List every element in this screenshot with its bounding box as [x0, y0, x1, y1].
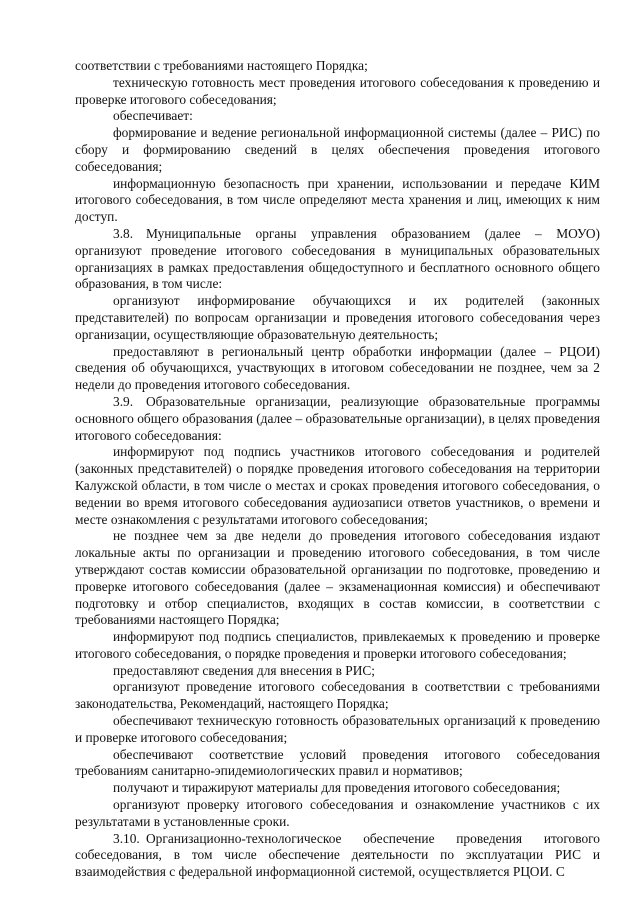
list-paragraph: предоставляют сведения для внесения в РИС;: [113, 662, 376, 678]
continued-paragraph: соответствии с требованиями настоящего Порядка;: [75, 58, 368, 73]
section-number: 3.9.: [113, 393, 134, 409]
section-paragraph: [75, 394, 600, 444]
list-paragraph: организуют проверку итогового собеседования и ознакомление участников с их результатами в установленные сроки.: [75, 797, 600, 829]
section-number: 3.8.: [113, 225, 134, 241]
list-paragraph: информационную безопасность при хранении, использовании и передаче КИМ итогового собеседования, в том числе определяют места хранения и лиц, имеющих к ним доступ.: [75, 175, 600, 225]
list-paragraph: обеспечивают техническую готовность образовательных организаций к проведению и проверке итогового собеседования;: [75, 713, 600, 745]
section-text: Образовательные организации, реализующие образовательные программы основного общего образования (далее – образовательные организации), в целях проведения итогового собеседования:: [75, 393, 600, 443]
list-paragraph: обеспечивает:: [113, 108, 193, 124]
list-paragraph: организуют проведение итогового собеседования в соответствии с требованиями законодательства, Рекомендаций, настоящего Порядка;: [75, 679, 600, 712]
list-paragraph: техническую готовность мест проведения итогового собеседования к проведению и проверке итогового собеседования;: [75, 74, 600, 107]
list-paragraph: получают и тиражируют материалы для проведения итогового собеседования;: [113, 780, 561, 796]
document-page: [75, 58, 600, 881]
list-paragraph: не позднее чем за две недели до проведения итогового собеседования издают локальные акты по организации и проведению итогового собеседования, в том числе утверждают состав комиссии образовательной организации по подготовке, проведению и проверке итогового собеседования (далее – экзаменационная комиссия) и обеспечивают подготовку и отбор специалистов, входящих в состав комиссии, в соответствии с требованиями настоящего Порядка;: [75, 528, 600, 628]
section-paragraph: [75, 831, 600, 881]
section-text: Организационно-технологическое обеспечение проведения итогового собеседования, в том числе обеспечение деятельности по эксплуатации РИС и взаимодействия с федеральной информационной системой, осуществляется РЦОИ. С: [75, 830, 600, 880]
list-paragraph: обеспечивают соответствие условий проведения итогового собеседования требованиям санитарно-эпидемиологических правил и нормативов;: [75, 746, 600, 779]
section-paragraph: [75, 226, 600, 293]
section-text: Муниципальные органы управления образованием (далее – МОУО) организуют проведение итогового собеседования в муниципальных образовательных организациях в рамках предоставления общедоступного и бесплатного основного общего образования, в том числе:: [75, 225, 600, 292]
list-paragraph: информируют под подпись специалистов, привлекаемых к проведению и проверке итогового собеседования, о порядке проведения и проверки итогового собеседования;: [75, 629, 600, 661]
list-paragraph: предоставляют в региональный центр обработки информации (далее – РЦОИ) сведения об обучающихся, участвующих в итоговом собеседовании не позднее, чем за 2 недели до проведения итогового собеседования.: [75, 343, 600, 393]
list-paragraph: информируют под подпись участников итогового собеседования и родителей (законных представителей) о порядке проведения итогового собеседования на территории Калужской области, в том числе о местах и сроках проведения итогового собеседования, о ведении во время итогового собеседования аудиозаписи ответов участников, о времени и месте ознакомления с результатами итогового собеседования;: [75, 444, 600, 527]
list-paragraph: организуют информирование обучающихся и их родителей (законных представителей) по вопросам организации и проведения итогового собеседования через организации, осуществляющие образовательную деятельность;: [75, 293, 600, 342]
section-number: 3.10.: [113, 830, 140, 846]
list-paragraph: формирование и ведение региональной информационной системы (далее – РИС) по сбору и формированию сведений в целях обеспечения проведения итогового собеседования;: [75, 125, 600, 174]
